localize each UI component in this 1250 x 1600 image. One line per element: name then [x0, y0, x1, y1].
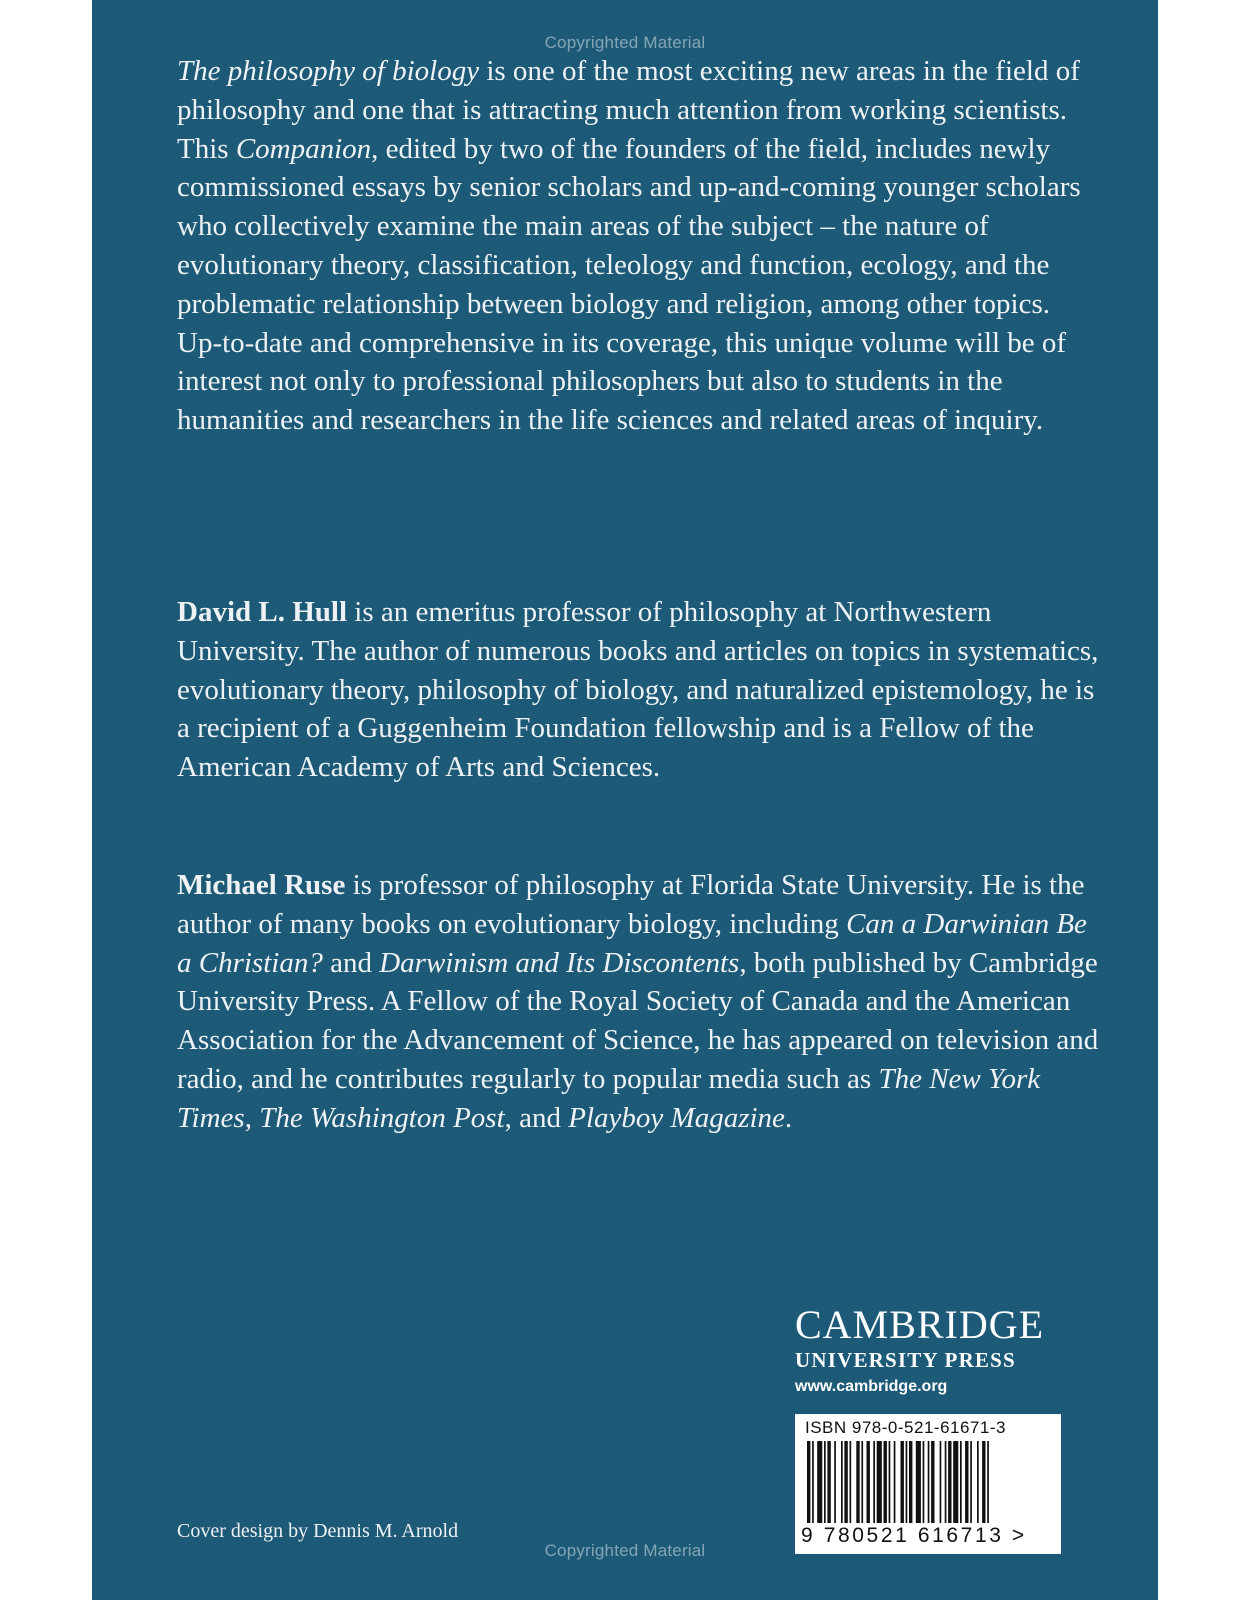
- watermark-bottom: Copyrighted Material: [544, 1541, 706, 1560]
- barcode-bar: [940, 1441, 942, 1523]
- description-title: The philosophy of biology: [177, 55, 480, 87]
- barcode-bar: [960, 1441, 962, 1523]
- barcode-bar: [807, 1441, 810, 1523]
- ruse-name: Michael Ruse: [177, 869, 346, 901]
- barcode-bar: [894, 1441, 896, 1523]
- ruse-bio-text-6: .: [784, 1101, 793, 1134]
- isbn-label: ISBN 978-0-521-61671-3: [805, 1418, 1006, 1437]
- ruse-bio-text-1: is professor of philosophy at Florida State University. He is the author of many books on evolutionary biology, including: [177, 869, 1085, 940]
- barcode-bar: [877, 1441, 882, 1523]
- hull-name: David L. Hull: [177, 596, 348, 628]
- ruse-media-3: Playboy Magazine: [568, 1101, 785, 1134]
- barcode-bar: [987, 1441, 989, 1523]
- ruse-bio-text-5: , and: [504, 1101, 569, 1134]
- barcode-bar: [834, 1441, 836, 1523]
- barcode-bar: [873, 1441, 875, 1523]
- ruse-biography: [177, 866, 1102, 1138]
- barcode-bar: [850, 1441, 852, 1523]
- ruse-bio-text-3: , both published by Cambridge University Press. A Fellow of the Royal Society of Canada and the American Association for the Advancement of Science, he has appeared on television and radio, and he contributes regularly to popular media such as: [177, 946, 1099, 1095]
- barcode-bar: [923, 1441, 925, 1523]
- barcode-bar: [824, 1441, 826, 1523]
- barcode-bar: [884, 1441, 887, 1523]
- barcode-bar: [948, 1441, 951, 1523]
- barcode-bar: [817, 1441, 822, 1523]
- ruse-media-1: The New York Times: [177, 1062, 1041, 1134]
- barcode-bar: [856, 1441, 859, 1523]
- barcode-bar: [945, 1441, 947, 1523]
- ruse-book-2: Darwinism and Its Discontents: [379, 946, 740, 979]
- publisher-name: CAMBRIDGE: [795, 1302, 1045, 1347]
- barcode-bar: [965, 1441, 968, 1523]
- barcode-bar: [867, 1441, 870, 1523]
- publisher-logo: [795, 1303, 1075, 1401]
- back-cover: [92, 0, 1158, 1600]
- barcode-bar: [928, 1441, 930, 1523]
- barcode-bar: [970, 1441, 972, 1523]
- ruse-book-1: Can a Darwinian Be a Christian?: [177, 907, 1087, 979]
- barcode-bar: [844, 1441, 847, 1523]
- barcode-bar: [909, 1441, 912, 1523]
- watermark-top: Copyrighted Material: [544, 33, 706, 52]
- hull-bio-text: is an emeritus professor of philosophy at Northwestern University. The author of numerous books and articles on topics in systematics, evolutionary theory, philosophy of biology, and naturalized epistemology, he is a recipient of a Guggenheim Foundation fellowship and is a Fellow of the American Academy of Arts and Sciences.: [177, 596, 1099, 784]
- barcode-bar: [861, 1441, 863, 1523]
- barcode-bars: [803, 1441, 1053, 1523]
- barcode-bar: [977, 1441, 979, 1523]
- barcode-bar: [901, 1441, 904, 1523]
- description-text-1: is one of the most exciting new areas in the field of philosophy and one that is attracting much attention from working scientists. This: [177, 55, 1080, 165]
- book-description: [177, 52, 1102, 440]
- barcode-bar: [953, 1441, 958, 1523]
- hull-biography: [177, 593, 1102, 787]
- barcode-bar: [889, 1441, 891, 1523]
- barcode-bar: [812, 1441, 814, 1523]
- barcode-digits: 9 780521 616713 >: [801, 1524, 1027, 1547]
- publisher-subtitle: UNIVERSITY PRESS: [795, 1348, 1016, 1372]
- barcode-bar: [931, 1441, 934, 1523]
- ruse-media-2: The Washington Post: [259, 1101, 505, 1134]
- barcode-bar: [827, 1441, 830, 1523]
- ruse-bio-text-2: and: [322, 946, 380, 979]
- isbn-barcode: [795, 1414, 1061, 1554]
- publisher-url: www.cambridge.org: [795, 1378, 948, 1395]
- description-companion: Companion: [235, 132, 372, 165]
- cover-design-credit: Cover design by Dennis M. Arnold: [177, 1520, 459, 1542]
- barcode-bar: [982, 1441, 985, 1523]
- ruse-bio-text-4: ,: [244, 1101, 260, 1134]
- barcode-bar: [841, 1441, 843, 1523]
- barcode-bar: [916, 1441, 921, 1523]
- barcode-bar: [906, 1441, 908, 1523]
- description-text-2: , edited by two of the founders of the field, includes newly commissioned essays by senior scholars and up-and-coming younger scholars who collectively examine the main areas of the subject – the nature of evolutionary theory, classification, teleology and function, ecology, and the problematic relationship between biology and religion, among other topics. Up-to-date and comprehensive in its coverage, this unique volume will be of interest not only to professional philosophers but also to students in the humanities and researchers in the life sciences and related areas of inquiry.: [177, 132, 1081, 437]
